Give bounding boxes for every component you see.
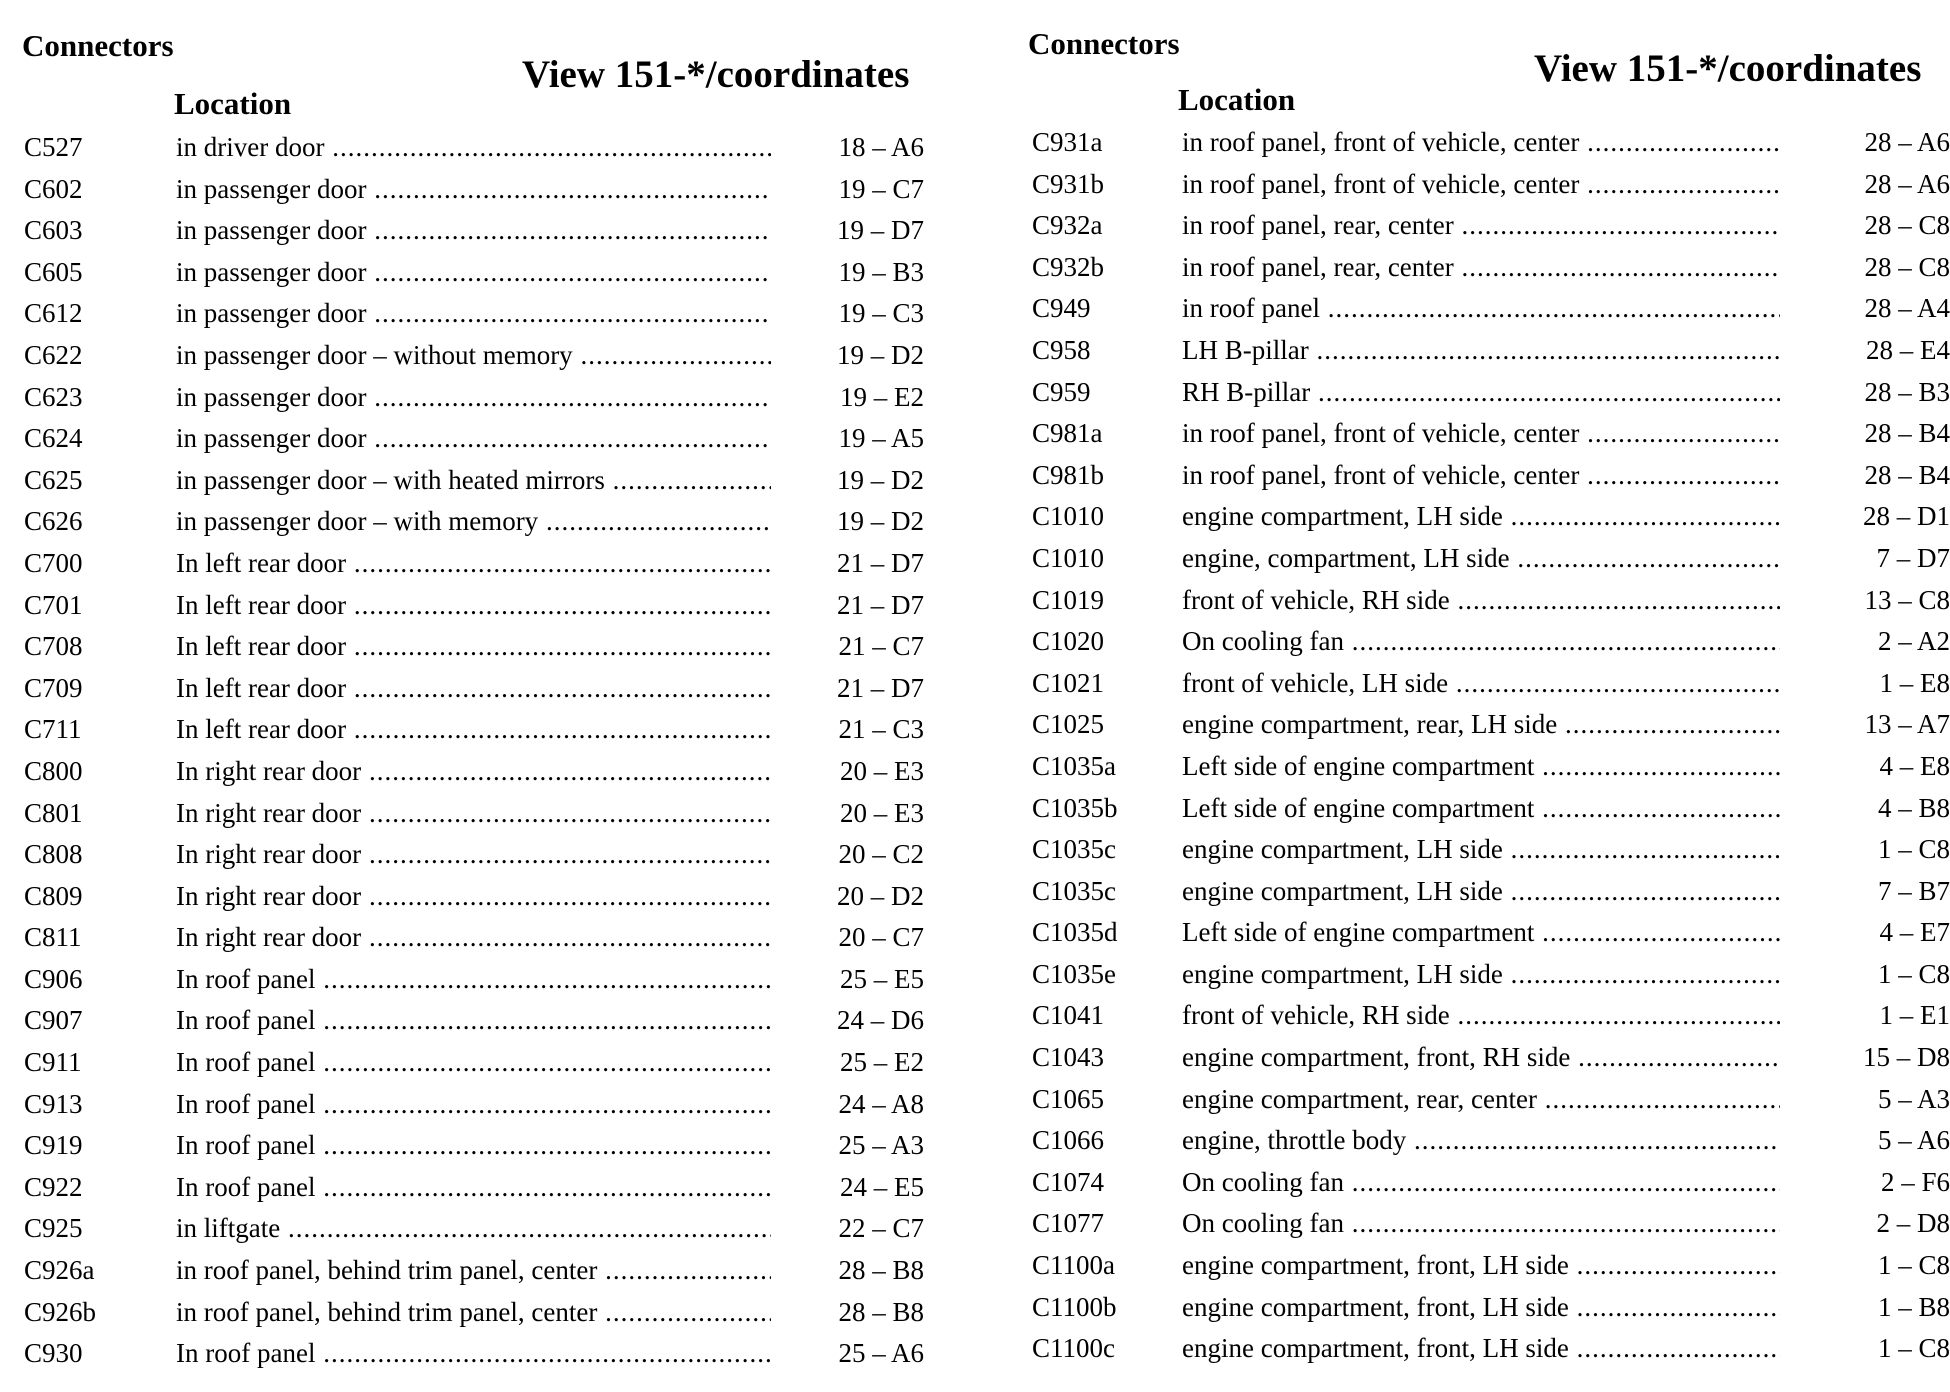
connector-rows	[1004, 122, 1950, 1370]
table-row	[0, 1167, 960, 1209]
connector-location: in passenger door – with memory .....	[176, 501, 771, 543]
connector-location: RH B-pillar .....	[1182, 372, 1780, 414]
connector-id: C931a	[1032, 127, 1103, 157]
connector-location: In roof panel .....	[176, 1333, 771, 1375]
view-coordinate: 22 – C7	[838, 1213, 924, 1244]
table-row	[1004, 912, 1950, 954]
table-row	[1004, 205, 1950, 247]
view-coordinate: 21 – D7	[837, 672, 924, 703]
view-coordinate: 28 – B4	[1864, 459, 1950, 490]
connector-location: front of vehicle, LH side .....	[1182, 663, 1780, 705]
connector-location: In right rear door .....	[176, 834, 771, 876]
table-row	[1004, 704, 1950, 746]
connector-location: engine, throttle body .....	[1182, 1120, 1780, 1162]
table-row	[1004, 829, 1950, 871]
table-row	[0, 293, 960, 335]
view-coordinate: 21 – D7	[837, 547, 924, 578]
connector-location: In roof panel .....	[176, 1125, 771, 1167]
view-coordinate: 20 – E3	[840, 755, 924, 786]
connector-id: C931b	[1032, 168, 1105, 199]
connector-location: In left rear door .....	[176, 543, 771, 585]
connector-id: C949	[1032, 293, 1091, 324]
connector-location: in roof panel, front of vehicle, center .....	[1182, 413, 1780, 455]
table-row	[1004, 995, 1950, 1037]
connector-rows	[0, 127, 960, 1375]
connector-id: C1035c	[1032, 834, 1116, 865]
table-row	[1004, 746, 1950, 788]
table-row	[0, 377, 960, 419]
view-coordinate: 18 – A6	[838, 132, 924, 162]
view-coordinate: 4 – B8	[1877, 792, 1950, 823]
table-row	[0, 751, 960, 793]
connector-id: C926a	[24, 1255, 95, 1286]
connector-id: C527	[24, 132, 83, 162]
view-coordinate: 19 – C7	[838, 173, 924, 204]
table-row	[0, 543, 960, 585]
view-coordinate: 20 – D2	[837, 880, 924, 911]
connector-id: C625	[24, 464, 83, 495]
view-coordinate: 24 – D6	[837, 1005, 924, 1036]
connector-id: C1035c	[1032, 875, 1116, 906]
view-coordinate: 1 – B8	[1877, 1291, 1950, 1322]
view-coordinate: 28 – B4	[1864, 418, 1950, 449]
view-coordinate: 15 – D8	[1863, 1042, 1950, 1073]
view-coordinate: 19 – A5	[838, 423, 924, 454]
header-location: Location	[174, 86, 292, 121]
view-coordinate: 21 – C7	[838, 631, 924, 662]
view-coordinate: 28 – A6	[1864, 168, 1950, 199]
table-row	[1004, 1079, 1950, 1121]
table-row	[1004, 288, 1950, 330]
header-view-coordinates: View 151-*/coordinates	[522, 53, 910, 96]
table-row	[1004, 455, 1950, 497]
table-row	[0, 169, 960, 211]
table-row	[1004, 1120, 1950, 1162]
view-coordinate: 28 – C8	[1864, 251, 1950, 282]
connector-id: C602	[24, 173, 83, 204]
header-connectors: Connectors	[1028, 26, 1180, 61]
connector-location: in liftgate .....	[176, 1208, 771, 1250]
connector-id: C1019	[1032, 584, 1105, 615]
connector-id: C926b	[24, 1296, 97, 1327]
connector-id: C808	[24, 839, 83, 870]
connector-id: C1066	[1032, 1125, 1105, 1156]
table-row	[1004, 954, 1950, 996]
table-row	[0, 917, 960, 959]
connector-id: C700	[24, 547, 83, 578]
view-coordinate: 25 – E5	[840, 963, 924, 994]
view-coordinate: 28 – D1	[1863, 501, 1950, 532]
table-row	[0, 959, 960, 1001]
table-row	[1004, 580, 1950, 622]
table-row	[0, 127, 960, 169]
connector-location: engine compartment, front, LH side .....	[1182, 1287, 1780, 1329]
connector-id: C1100c	[1032, 1333, 1115, 1364]
connector-id: C1043	[1032, 1042, 1105, 1073]
connector-id: C1035a	[1032, 750, 1116, 781]
view-coordinate: 25 – A6	[838, 1338, 924, 1369]
view-coordinate: 21 – C3	[838, 714, 924, 745]
connector-location: engine compartment, rear, LH side .....	[1182, 704, 1780, 746]
view-coordinate: 13 – C8	[1864, 584, 1950, 615]
connector-id: C1035e	[1032, 958, 1116, 989]
connector-id: C906	[24, 963, 83, 994]
connector-id: C907	[24, 1005, 83, 1036]
view-coordinate: 28 – B3	[1864, 376, 1950, 407]
table-row	[1004, 871, 1950, 913]
table-row	[1004, 538, 1950, 580]
connector-id: C1065	[1032, 1083, 1105, 1114]
table-row	[0, 793, 960, 835]
connector-id: C981a	[1032, 418, 1103, 449]
view-coordinate: 13 – A7	[1864, 709, 1950, 740]
view-coordinate: 19 – D2	[837, 464, 924, 495]
table-row	[1004, 1203, 1950, 1245]
connector-id: C603	[24, 215, 83, 246]
connector-id: C711	[24, 714, 82, 745]
connector-location: in roof panel, behind trim panel, center .....	[176, 1292, 771, 1334]
connector-table-left	[0, 0, 960, 1392]
connector-location: In roof panel .....	[176, 1042, 771, 1084]
connector-id: C919	[24, 1130, 83, 1161]
connector-location: in passenger door – without memory .....	[176, 335, 771, 377]
view-coordinate: 19 – D2	[837, 506, 924, 537]
connector-location: front of vehicle, RH side .....	[1182, 580, 1780, 622]
table-row	[0, 210, 960, 252]
connector-location: On cooling fan .....	[1182, 1162, 1780, 1204]
view-coordinate: 28 – C8	[1864, 210, 1950, 241]
view-coordinate: 7 – D7	[1876, 542, 1950, 573]
connector-id: C981b	[1032, 459, 1105, 490]
connector-id: C811	[24, 922, 82, 953]
view-coordinate: 4 – E8	[1879, 750, 1950, 781]
view-coordinate: 4 – E7	[1879, 917, 1950, 948]
connector-id: C932a	[1032, 210, 1103, 241]
connector-id: C612	[24, 298, 83, 329]
connector-id: C624	[24, 423, 83, 454]
connector-location: In roof panel .....	[176, 1084, 771, 1126]
connector-id: C1020	[1032, 626, 1105, 657]
connector-location: On cooling fan .....	[1182, 621, 1780, 663]
table-row	[0, 1292, 960, 1334]
view-coordinate: 1 – C8	[1877, 1250, 1950, 1281]
view-coordinate: 7 – B7	[1877, 875, 1950, 906]
connector-location: In left rear door .....	[176, 585, 771, 627]
table-row	[0, 1208, 960, 1250]
table-row	[0, 1333, 960, 1375]
table-row	[1004, 247, 1950, 289]
table-row	[1004, 330, 1950, 372]
connector-id: C959	[1032, 376, 1091, 407]
table-row	[1004, 164, 1950, 206]
table-row	[0, 1000, 960, 1042]
view-coordinate: 19 – C3	[838, 298, 924, 329]
connector-location: in passenger door .....	[176, 418, 771, 460]
connector-location: On cooling fan .....	[1182, 1203, 1780, 1245]
view-coordinate: 1 – E8	[1879, 667, 1950, 698]
connector-location: in roof panel, behind trim panel, center .....	[176, 1250, 771, 1292]
table-row	[0, 1084, 960, 1126]
connector-location: in roof panel .....	[1182, 288, 1780, 330]
header-view-coordinates: View 151-*/coordinates	[1534, 47, 1922, 90]
view-coordinate: 5 – A6	[1877, 1125, 1950, 1156]
connector-location: in roof panel, front of vehicle, center .....	[1182, 122, 1780, 164]
table-row	[1004, 1328, 1950, 1370]
view-coordinate: 24 – E5	[840, 1171, 924, 1202]
connector-location: engine, compartment, LH side .....	[1182, 538, 1780, 580]
connector-id: C800	[24, 755, 83, 786]
connector-id: C1077	[1032, 1208, 1105, 1239]
connector-location: In left rear door .....	[176, 668, 771, 710]
view-coordinate: 1 – C8	[1877, 1333, 1950, 1364]
view-coordinate: 28 – A6	[1864, 127, 1950, 157]
connector-id: C708	[24, 631, 83, 662]
table-row	[1004, 1037, 1950, 1079]
header-connectors: Connectors	[22, 28, 174, 63]
connector-location: in driver door .....	[176, 127, 771, 169]
table-row	[0, 585, 960, 627]
view-coordinate: 1 – C8	[1877, 834, 1950, 865]
connector-location: Left side of engine compartment .....	[1182, 788, 1780, 830]
connector-id: C1041	[1032, 1000, 1105, 1031]
table-row	[1004, 496, 1950, 538]
view-coordinate: 1 – C8	[1877, 958, 1950, 989]
connector-location: front of vehicle, RH side .....	[1182, 995, 1780, 1037]
table-row	[1004, 663, 1950, 705]
connector-table-right	[1004, 0, 1950, 1392]
table-row	[0, 418, 960, 460]
connector-location: in roof panel, front of vehicle, center .....	[1182, 164, 1780, 206]
connector-location: in passenger door .....	[176, 210, 771, 252]
view-coordinate: 1 – E1	[1879, 1000, 1950, 1031]
connector-id: C623	[24, 381, 83, 412]
view-coordinate: 28 – B8	[838, 1255, 924, 1286]
connector-id: C1010	[1032, 501, 1105, 532]
table-row	[1004, 372, 1950, 414]
table-row	[1004, 1287, 1950, 1329]
view-coordinate: 20 – C2	[838, 839, 924, 870]
table-row	[0, 1125, 960, 1167]
connector-id: C1025	[1032, 709, 1105, 740]
connector-id: C1035b	[1032, 792, 1118, 823]
connector-id: C922	[24, 1171, 83, 1202]
connector-id: C1021	[1032, 667, 1105, 698]
view-coordinate: 2 – D8	[1876, 1208, 1950, 1239]
connector-id: C1100b	[1032, 1291, 1117, 1322]
view-coordinate: 25 – E2	[840, 1047, 924, 1078]
view-coordinate: 20 – E3	[840, 797, 924, 828]
connector-location: engine compartment, rear, center .....	[1182, 1079, 1780, 1121]
connector-location: In roof panel .....	[176, 1000, 771, 1042]
connector-location: Left side of engine compartment .....	[1182, 746, 1780, 788]
connector-id: C626	[24, 506, 83, 537]
connector-id: C605	[24, 256, 83, 287]
view-coordinate: 19 – D2	[837, 339, 924, 370]
table-row	[1004, 413, 1950, 455]
table-row	[0, 501, 960, 543]
connector-location: Left side of engine compartment .....	[1182, 912, 1780, 954]
view-coordinate: 21 – D7	[837, 589, 924, 620]
connector-id: C622	[24, 339, 83, 370]
connector-id: C932b	[1032, 251, 1105, 282]
connector-location: in passenger door .....	[176, 293, 771, 335]
table-row	[0, 460, 960, 502]
header-location: Location	[1178, 82, 1296, 117]
view-coordinate: 24 – A8	[838, 1088, 924, 1119]
connector-location: engine compartment, front, LH side .....	[1182, 1328, 1780, 1370]
view-coordinate: 5 – A3	[1877, 1083, 1950, 1114]
connector-location: in passenger door – with heated mirrors .....	[176, 460, 771, 502]
view-coordinate: 19 – B3	[838, 256, 924, 287]
connector-id: C701	[24, 589, 83, 620]
view-coordinate: 19 – D7	[837, 215, 924, 246]
connector-id: C911	[24, 1047, 82, 1078]
connector-location: engine compartment, LH side .....	[1182, 871, 1780, 913]
view-coordinate: 28 – E4	[1866, 334, 1950, 365]
table-row	[1004, 621, 1950, 663]
table-row	[0, 834, 960, 876]
table-row	[1004, 1245, 1950, 1287]
connector-location: in roof panel, rear, center .....	[1182, 205, 1780, 247]
table-row	[0, 668, 960, 710]
view-coordinate: 2 – A2	[1877, 626, 1950, 657]
connector-location: In right rear door .....	[176, 751, 771, 793]
table-row	[0, 252, 960, 294]
table-row	[0, 626, 960, 668]
connector-location: engine compartment, front, RH side .....	[1182, 1037, 1780, 1079]
table-row	[0, 335, 960, 377]
connector-location: in roof panel, rear, center .....	[1182, 247, 1780, 289]
connector-id: C1074	[1032, 1166, 1105, 1197]
connector-id: C913	[24, 1088, 83, 1119]
connector-location: In right rear door .....	[176, 793, 771, 835]
connector-id: C1100a	[1032, 1250, 1115, 1281]
connector-location: In right rear door .....	[176, 876, 771, 918]
table-row	[0, 1250, 960, 1292]
connector-location: In right rear door .....	[176, 917, 771, 959]
view-coordinate: 28 – B8	[838, 1296, 924, 1327]
table-row	[1004, 122, 1950, 164]
table-row	[0, 1042, 960, 1084]
connector-id: C1010	[1032, 542, 1105, 573]
connector-location: in passenger door .....	[176, 377, 771, 419]
connector-location: In roof panel .....	[176, 1167, 771, 1209]
view-coordinate: 19 – E2	[840, 381, 924, 412]
connector-id: C930	[24, 1338, 83, 1369]
connector-id: C925	[24, 1213, 83, 1244]
connector-location: LH B-pillar .....	[1182, 330, 1780, 372]
table-row	[0, 709, 960, 751]
connector-id: C958	[1032, 334, 1091, 365]
connector-location: In left rear door .....	[176, 626, 771, 668]
connector-location: in passenger door .....	[176, 252, 771, 294]
connector-location: engine compartment, LH side .....	[1182, 496, 1780, 538]
connector-location: in passenger door .....	[176, 169, 771, 211]
connector-id: C801	[24, 797, 83, 828]
table-row	[1004, 1162, 1950, 1204]
connector-id: C1035d	[1032, 917, 1118, 948]
table-row	[0, 876, 960, 918]
connector-location: in roof panel, front of vehicle, center .....	[1182, 455, 1780, 497]
connector-location: In left rear door .....	[176, 709, 771, 751]
connector-location: In roof panel .....	[176, 959, 771, 1001]
connector-id: C709	[24, 672, 83, 703]
connector-location: engine compartment, LH side .....	[1182, 954, 1780, 996]
connector-location: engine compartment, LH side .....	[1182, 829, 1780, 871]
view-coordinate: 20 – C7	[838, 922, 924, 953]
table-row	[1004, 788, 1950, 830]
connector-location: engine compartment, front, LH side .....	[1182, 1245, 1780, 1287]
connector-id: C809	[24, 880, 83, 911]
view-coordinate: 28 – A4	[1864, 293, 1950, 324]
view-coordinate: 25 – A3	[838, 1130, 924, 1161]
view-coordinate: 2 – F6	[1880, 1166, 1950, 1197]
